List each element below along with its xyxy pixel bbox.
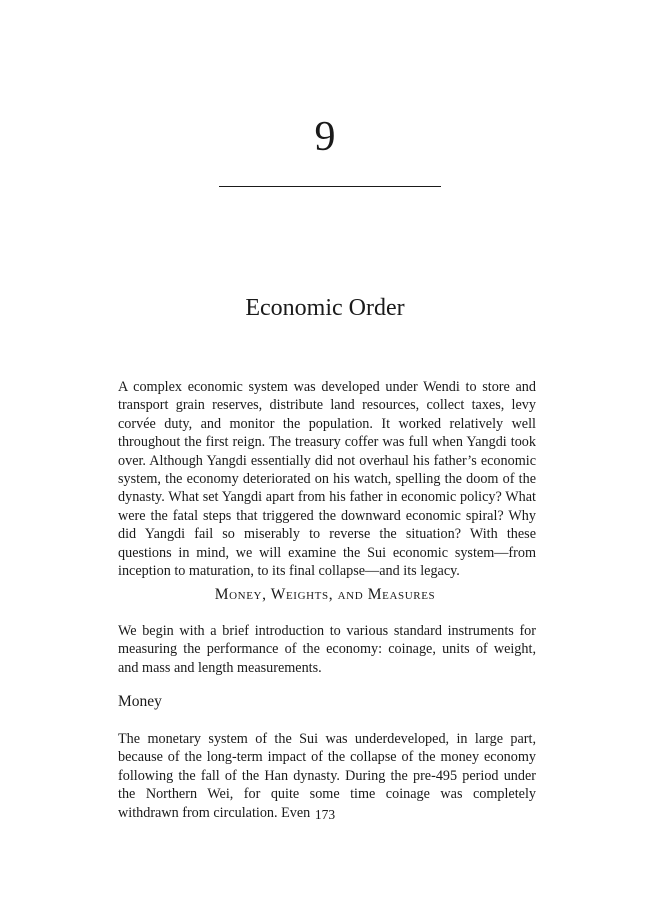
chapter-rule bbox=[219, 186, 441, 187]
subsection-heading: Money bbox=[118, 693, 162, 710]
chapter-title: Economic Order bbox=[245, 295, 405, 321]
intro-paragraph: A complex economic system was developed under Wendi to store and transport grain reserves, distribute land resources, collect taxes, levy corvée duty, and monitor the population. It worked relatively well throughout the first reign. The treasury coffer was full when Yangdi took over. Although Yangdi essentially did not overhaul his father’s economic system, the economy deteriorated on his watch, spelling the doom of the dynasty. What set Yangdi apart from his father in economic policy? What were the fatal steps that triggered the downward economic spiral? Why did Yangdi fail so miserably to reverse the situation? With these questions in mind, we will examine the Sui economic system—from inception to maturation, to its final collapse—and its legacy. bbox=[118, 379, 536, 580]
page-number: 173 bbox=[314, 807, 336, 822]
section-heading: Money, Weights, and Measures bbox=[214, 586, 436, 603]
section-paragraph: We begin with a brief introduction to various standard instruments for measuring the performance of the economy: coinage, units of weight, and mass and length measurements. bbox=[118, 623, 536, 676]
chapter-number: 9 bbox=[314, 114, 336, 160]
subsection-paragraph: The monetary system of the Sui was underdeveloped, in large part, because of the long-term impact of the collapse of the money economy following the fall of the Han dynasty. During the pre-495 period under the Northern Wei, for quite some time coinage was completely withdrawn from circulation. Even bbox=[118, 731, 536, 821]
